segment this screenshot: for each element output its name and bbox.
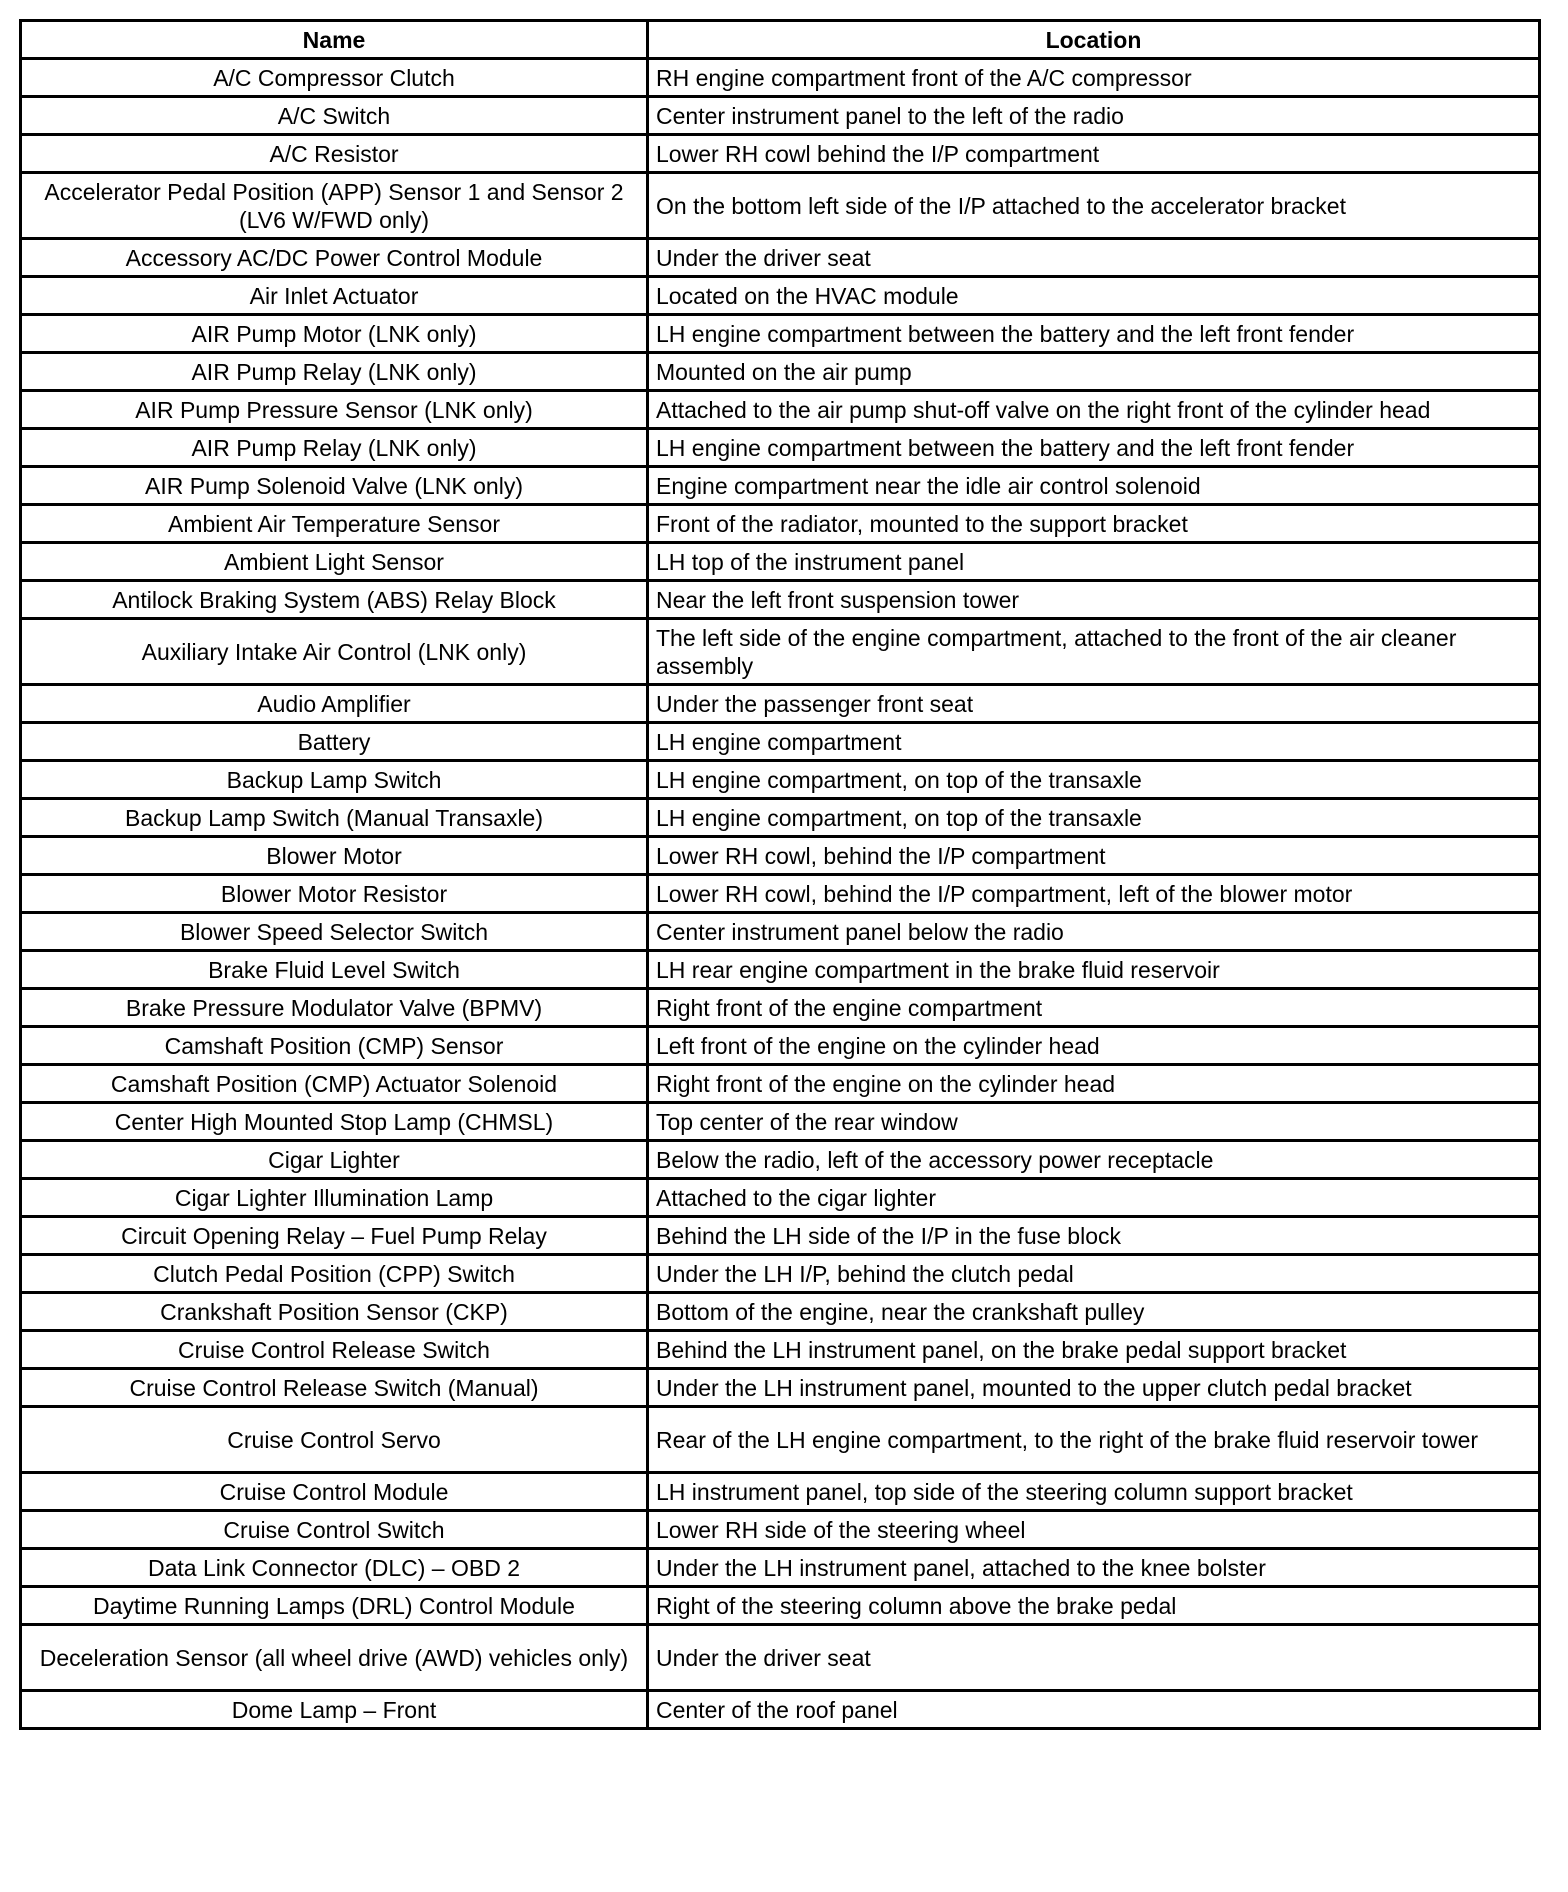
- component-location-cell: Under the driver seat: [648, 239, 1540, 277]
- component-location-cell: On the bottom left side of the I/P attached to the accelerator bracket: [648, 173, 1540, 239]
- component-location-cell: Behind the LH instrument panel, on the brake pedal support bracket: [648, 1331, 1540, 1369]
- component-name-cell: Ambient Air Temperature Sensor: [21, 505, 648, 543]
- table-row: [21, 1691, 1540, 1729]
- table-row: [21, 1141, 1540, 1179]
- component-location-cell: Behind the LH side of the I/P in the fuse block: [648, 1217, 1540, 1255]
- component-location-cell: Under the driver seat: [648, 1625, 1540, 1691]
- component-name-cell: Ambient Light Sensor: [21, 543, 648, 581]
- table-row: [21, 875, 1540, 913]
- component-name-cell: Crankshaft Position Sensor (CKP): [21, 1293, 648, 1331]
- component-location-cell: LH instrument panel, top side of the steering column support bracket: [648, 1473, 1540, 1511]
- table-row: [21, 59, 1540, 97]
- component-location-cell: LH engine compartment, on top of the transaxle: [648, 799, 1540, 837]
- table-row: [21, 619, 1540, 685]
- table-row: [21, 1255, 1540, 1293]
- component-location-cell: Bottom of the engine, near the crankshaft pulley: [648, 1293, 1540, 1331]
- component-location-cell: Engine compartment near the idle air control solenoid: [648, 467, 1540, 505]
- component-name-cell: Antilock Braking System (ABS) Relay Block: [21, 581, 648, 619]
- component-name-cell: Blower Motor: [21, 837, 648, 875]
- component-locator-table: [19, 19, 1541, 1730]
- component-name-cell: Accessory AC/DC Power Control Module: [21, 239, 648, 277]
- component-location-cell: Under the LH instrument panel, mounted to the upper clutch pedal bracket: [648, 1369, 1540, 1407]
- component-location-cell: RH engine compartment front of the A/C compressor: [648, 59, 1540, 97]
- table-row: [21, 1217, 1540, 1255]
- table-row: [21, 1065, 1540, 1103]
- component-name-cell: Cruise Control Servo: [21, 1407, 648, 1473]
- component-name-cell: AIR Pump Pressure Sensor (LNK only): [21, 391, 648, 429]
- component-location-cell: Front of the radiator, mounted to the support bracket: [648, 505, 1540, 543]
- component-location-cell: Lower RH cowl behind the I/P compartment: [648, 135, 1540, 173]
- table-row: [21, 799, 1540, 837]
- component-location-cell: Attached to the air pump shut-off valve on the right front of the cylinder head: [648, 391, 1540, 429]
- component-name-cell: Auxiliary Intake Air Control (LNK only): [21, 619, 648, 685]
- component-location-cell: Lower RH side of the steering wheel: [648, 1511, 1540, 1549]
- table-row: [21, 505, 1540, 543]
- component-name-cell: Cruise Control Module: [21, 1473, 648, 1511]
- component-location-cell: Top center of the rear window: [648, 1103, 1540, 1141]
- component-location-cell: LH engine compartment between the battery and the left front fender: [648, 429, 1540, 467]
- table-row: [21, 1549, 1540, 1587]
- component-name-cell: Center High Mounted Stop Lamp (CHMSL): [21, 1103, 648, 1141]
- table-row: [21, 467, 1540, 505]
- component-name-cell: AIR Pump Relay (LNK only): [21, 429, 648, 467]
- component-name-cell: AIR Pump Motor (LNK only): [21, 315, 648, 353]
- component-location-cell: Under the LH instrument panel, attached to the knee bolster: [648, 1549, 1540, 1587]
- table-row: [21, 989, 1540, 1027]
- table-row: [21, 543, 1540, 581]
- component-location-cell: Left front of the engine on the cylinder head: [648, 1027, 1540, 1065]
- component-name-cell: Backup Lamp Switch: [21, 761, 648, 799]
- table-row: [21, 951, 1540, 989]
- table-row: [21, 135, 1540, 173]
- component-name-cell: Accelerator Pedal Position (APP) Sensor 1 and Sensor 2 (LV6 W/FWD only): [21, 173, 648, 239]
- table-row: [21, 1587, 1540, 1625]
- component-name-cell: Clutch Pedal Position (CPP) Switch: [21, 1255, 648, 1293]
- component-name-cell: Daytime Running Lamps (DRL) Control Module: [21, 1587, 648, 1625]
- component-name-cell: Battery: [21, 723, 648, 761]
- table-row: [21, 1103, 1540, 1141]
- table-row: [21, 761, 1540, 799]
- component-name-cell: Cruise Control Release Switch (Manual): [21, 1369, 648, 1407]
- table-row: [21, 837, 1540, 875]
- component-name-cell: Backup Lamp Switch (Manual Transaxle): [21, 799, 648, 837]
- table-row: [21, 1625, 1540, 1691]
- table-row: [21, 913, 1540, 951]
- component-name-cell: A/C Compressor Clutch: [21, 59, 648, 97]
- component-name-cell: Cruise Control Switch: [21, 1511, 648, 1549]
- component-name-cell: Blower Speed Selector Switch: [21, 913, 648, 951]
- table-row: [21, 353, 1540, 391]
- column-header-name: Name: [21, 21, 648, 59]
- component-location-cell: Lower RH cowl, behind the I/P compartment, left of the blower motor: [648, 875, 1540, 913]
- component-location-cell: LH engine compartment: [648, 723, 1540, 761]
- component-name-cell: Cruise Control Release Switch: [21, 1331, 648, 1369]
- component-name-cell: Deceleration Sensor (all wheel drive (AWD) vehicles only): [21, 1625, 648, 1691]
- component-name-cell: Data Link Connector (DLC) – OBD 2: [21, 1549, 648, 1587]
- component-name-cell: AIR Pump Solenoid Valve (LNK only): [21, 467, 648, 505]
- component-location-cell: Center of the roof panel: [648, 1691, 1540, 1729]
- component-locator-table-container: [19, 19, 1538, 1730]
- component-location-cell: LH top of the instrument panel: [648, 543, 1540, 581]
- table-row: [21, 429, 1540, 467]
- component-name-cell: Camshaft Position (CMP) Actuator Solenoid: [21, 1065, 648, 1103]
- table-row: [21, 723, 1540, 761]
- component-name-cell: A/C Switch: [21, 97, 648, 135]
- table-row: [21, 1331, 1540, 1369]
- component-location-cell: Right of the steering column above the brake pedal: [648, 1587, 1540, 1625]
- table-row: [21, 1027, 1540, 1065]
- table-row: [21, 685, 1540, 723]
- component-location-cell: LH engine compartment, on top of the transaxle: [648, 761, 1540, 799]
- component-name-cell: Dome Lamp – Front: [21, 1691, 648, 1729]
- component-name-cell: Blower Motor Resistor: [21, 875, 648, 913]
- table-row: [21, 1293, 1540, 1331]
- table-row: [21, 239, 1540, 277]
- column-header-location: Location: [648, 21, 1540, 59]
- component-location-cell: Near the left front suspension tower: [648, 581, 1540, 619]
- component-name-cell: Circuit Opening Relay – Fuel Pump Relay: [21, 1217, 648, 1255]
- table-row: [21, 97, 1540, 135]
- table-row: [21, 1407, 1540, 1473]
- component-location-cell: Attached to the cigar lighter: [648, 1179, 1540, 1217]
- component-name-cell: Camshaft Position (CMP) Sensor: [21, 1027, 648, 1065]
- component-location-cell: Right front of the engine on the cylinder head: [648, 1065, 1540, 1103]
- component-name-cell: Cigar Lighter Illumination Lamp: [21, 1179, 648, 1217]
- component-location-cell: Under the LH I/P, behind the clutch pedal: [648, 1255, 1540, 1293]
- component-location-cell: Mounted on the air pump: [648, 353, 1540, 391]
- table-row: [21, 1179, 1540, 1217]
- component-name-cell: Audio Amplifier: [21, 685, 648, 723]
- component-location-cell: Rear of the LH engine compartment, to the right of the brake fluid reservoir tower: [648, 1407, 1540, 1473]
- component-location-cell: Center instrument panel to the left of the radio: [648, 97, 1540, 135]
- table-row: [21, 315, 1540, 353]
- component-location-cell: Lower RH cowl, behind the I/P compartment: [648, 837, 1540, 875]
- table-row: [21, 173, 1540, 239]
- component-name-cell: A/C Resistor: [21, 135, 648, 173]
- table-row: [21, 1369, 1540, 1407]
- table-row: [21, 277, 1540, 315]
- component-location-cell: LH engine compartment between the battery and the left front fender: [648, 315, 1540, 353]
- table-row: [21, 581, 1540, 619]
- component-location-cell: Center instrument panel below the radio: [648, 913, 1540, 951]
- table-header-row: [21, 21, 1540, 59]
- component-location-cell: Right front of the engine compartment: [648, 989, 1540, 1027]
- component-location-cell: Under the passenger front seat: [648, 685, 1540, 723]
- component-name-cell: AIR Pump Relay (LNK only): [21, 353, 648, 391]
- component-name-cell: Brake Pressure Modulator Valve (BPMV): [21, 989, 648, 1027]
- component-location-cell: Below the radio, left of the accessory power receptacle: [648, 1141, 1540, 1179]
- component-location-cell: LH rear engine compartment in the brake fluid reservoir: [648, 951, 1540, 989]
- component-location-cell: Located on the HVAC module: [648, 277, 1540, 315]
- table-row: [21, 1473, 1540, 1511]
- table-row: [21, 1511, 1540, 1549]
- table-row: [21, 391, 1540, 429]
- component-location-cell: The left side of the engine compartment, attached to the front of the air cleaner assembly: [648, 619, 1540, 685]
- component-name-cell: Air Inlet Actuator: [21, 277, 648, 315]
- table-body: [21, 59, 1540, 1729]
- component-name-cell: Cigar Lighter: [21, 1141, 648, 1179]
- component-name-cell: Brake Fluid Level Switch: [21, 951, 648, 989]
